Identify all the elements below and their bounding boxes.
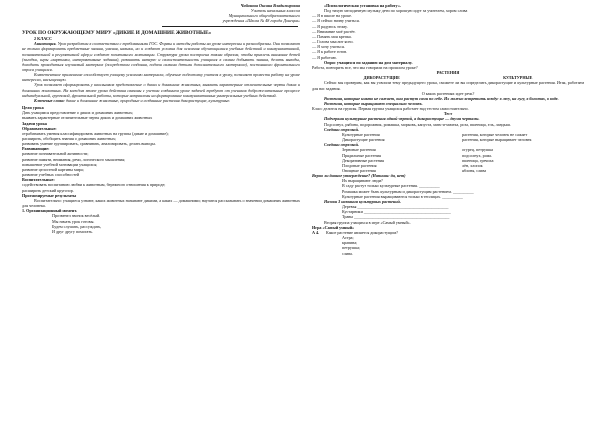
game-title: Игра «Самый умный» (312, 224, 355, 230)
cultivated-label: КУЛЬТУРНЫЕ (503, 75, 533, 81)
edu-heading: Образовательные: (22, 125, 57, 131)
tasks-heading: Задачи урока (22, 120, 47, 126)
definition-cultivated: Растения, которые выращивает специально человек. (324, 100, 423, 106)
results-heading: Прогнозируемые результаты (22, 192, 77, 198)
goal-item: выявить характерные отличительные черты диких и домашних животных (22, 115, 153, 121)
psych-line: — Внимание моё растёт. (312, 28, 356, 34)
test-heading: Тест (443, 111, 453, 117)
test-task-1-list: Подсолнух, рябина, подорожник, ромашка, морковь, капуста, мать-и-мачеха, роза, пшеница, ель, ландыш. (324, 121, 511, 127)
psych-intro: Под тихую мелодичную музыку дети по хорошую идут за учителем, хором слова (324, 8, 468, 14)
annotation-text: Урок разработан в соответствии с требованиями ГОС. Формы и методы работы на уроке интересны и разнообразны. Они позволяют не только формировать предметные знания, умения, навыки, но и создают условия для освоения обучающимися учебных действий и коммуникативной, познавательной и регулятивной сфер,и создают позитивного мотивации. Структура урока построена таким образом, чтобы привлечь внимание детей (загадки, игры «картинки, интерактивные задания), развивать интерес и самостоятельность учащихся к самим добывать знания, делать выводы, доводить проводиться изучаемый материал (посредством создания, подачи самими детьми дополнительного материала), постоянного фронтального опроса учащихся. (22, 41, 300, 72)
psych-line: — Я к работе готов. (312, 49, 348, 55)
author-org-line1: Муниципального общеобразовательного (228, 13, 300, 19)
poem-line: Будем слушать, рассуждать, (52, 223, 102, 229)
test-task-3: Соедини стрелкой. (324, 142, 359, 148)
match-row: Прядильные растения подсолнух, рожь (342, 152, 492, 158)
right-column (312, 0, 584, 256)
goal-paragraph: Урок позволяет сформировать у школьников представление о диких и домашних животных, выявить характерные отличительные черты диких и домашних животных. На каждом этапе урока действия связаны с учетом созданием уроке задачей требуют от учеников доброжелательные процессе индивидуальной, групповой, фронтальной работы, которые направлены на формирование коммуникативных универсальных учебных действий. (22, 82, 300, 98)
answer-option: слива. (342, 250, 353, 256)
plants-heading: РАСТЕНИЯ (436, 70, 460, 76)
psych-line: — Я сейчас начну учиться. (312, 18, 360, 24)
up-item: содействовать воспитанию любви к животным, бережного отношения к природе; (22, 182, 166, 188)
group-two-text: Вторая группа учащихся в игре «Самый умный». (324, 219, 411, 225)
psych-line: — Я работаю. (312, 54, 337, 60)
answer-option: Астра; (342, 235, 354, 241)
psych-line: — Я хочу учиться. (312, 44, 345, 50)
org-moment-heading: 1. Организационный момент. (22, 208, 77, 214)
answer-option: крапива; (342, 240, 358, 246)
statement-line: Их выращивают люди? (342, 178, 383, 184)
edu-item: расширить, обобщить знания о домашних животных; (22, 136, 117, 141)
author-name: Чабанова Оксана Владимировна (240, 3, 300, 8)
dev-item: развитие учебных способностей (22, 172, 80, 178)
match-row: Плодовые растения лён, хлопок (342, 162, 483, 168)
annotation-label: Аннотация. (34, 41, 57, 47)
lesson-title: УРОК ПО ОКРУЖАЮЩЕМУ МИРУ «ДИКИЕ И ДОМАШНИЕ ЖИВОТНЫЕ» (22, 29, 212, 36)
dev-heading: Развивающие: (22, 146, 50, 152)
plants-text: Сейчас мы проверим, как вы усвоили тему предыдущего урока, сможете ли вы определить дикорастущие и культурные растения. Итак, работаем для вас задания. (312, 80, 584, 91)
author-org-line2: учреждения «Школа № 48 города Донецка» (222, 18, 300, 24)
test-task-4: Верно ли данное утверждение? (Напиши: да, нет) (312, 173, 406, 179)
edu-item: отрабатывать умения классифицировать животных на группы (дикие и домашние); (22, 130, 169, 136)
poem-line: Прозвенел звонок весёлый. (52, 213, 101, 219)
keywords-label: Ключевые слова: (34, 97, 65, 103)
poem-line: Мы начать урок готовы. (52, 218, 95, 224)
fill-line: Кустарники __________________________________________ (342, 209, 451, 215)
dev-item: повышение учебной мотивации учащихся; (22, 161, 98, 167)
goal-item: Дать учащимся представление о диких и домашних животных; (22, 110, 134, 116)
plants-question: О каких растениях идет речь? (421, 90, 475, 96)
hw-text: Работа, повторить все, что мы говорили на прошлом уроке? (312, 64, 418, 70)
match-row: Овощные растения яблоня, слива (342, 168, 487, 173)
match-row: Культурные растения растения, которые человек не сажает (342, 131, 528, 137)
fill-line: Травы ______________________________________________ (342, 214, 450, 220)
keywords-text: дикие и домашние животные, природные и созданные растения дикорастущие, культурные. (65, 97, 231, 103)
wild-label: ДИКОРАСТУЩИЕ (363, 75, 400, 81)
dev-item: развитие памяти, внимания, речи, логического мышления; (22, 156, 126, 162)
annotation-text-2: Компетентное применение способствует учащему усвоению материала, обучение подготовку учителя к уроку, позволяет провести работу на уроке интересно, насыщенную. (22, 72, 300, 83)
group-work-text: Класс делится на группы. Первая группа учащихся работает над тестом самостоятельно. (312, 106, 469, 112)
test-task-2: Соедини стрелкой. (324, 126, 359, 132)
match-row: Дикорастущие растения растения, которые выращивает человек (342, 137, 532, 143)
up-heading: Воспитательные: (22, 177, 55, 183)
psych-line: — Память моя крепка. (312, 33, 352, 39)
left-column (22, 0, 300, 234)
question-text: Какое растение является дикорастущим? (326, 229, 398, 235)
hw-check-heading: Опрос учащихся по заданию на дом материалу. (324, 59, 413, 65)
psych-line: — Голова мыслит ясно. (312, 39, 354, 45)
up-item: расширить детский кругозор. (22, 187, 74, 193)
annotation-paragraph (22, 41, 300, 72)
test-task-1: Подчеркни культурные растения одной чертой, а дикорастущие — двумя чертами. (324, 116, 480, 122)
psych-title: «Психологическая установка на работу». (324, 3, 401, 8)
test-task-5: Назови 3 названия культурных растений. (324, 198, 401, 204)
psych-line: — Я в школе на уроке. (312, 13, 352, 19)
statement-line: Ромашка может быть культурным и дикорастущим растением. __________ (342, 188, 474, 194)
definition-wild: Растения, которые никто не сажает, они растут сами по себе. Их можно встретить всюду: в лесу, на лугу, в болотах, в воде. (324, 95, 559, 101)
question-number: А 4. (312, 229, 320, 235)
grade-label: 2 КЛАСС (34, 36, 52, 42)
statement-line: В саду растут только культурные растения. __________ (342, 183, 440, 189)
statement-line: Культурные растения выращиваются только в теплицах. __________ (342, 193, 463, 199)
answer-option: петрушка; (342, 245, 361, 251)
match-row: Декоративные растения пшеница, гречиха (342, 157, 494, 163)
edu-item: развивать умение группировать, сравнивать, анализировать, делать выводы. (22, 141, 156, 147)
goals-heading: Цели урока (22, 105, 44, 111)
match-row: Зерновые растения огурец, петрушка (342, 147, 494, 153)
author-position: Учитель начальных классов (250, 8, 300, 14)
header-divider (162, 26, 298, 27)
psych-line: — Я радуюсь этому. (312, 23, 348, 29)
dev-item: развитие целостной картины мира; (22, 166, 84, 172)
poem-line: И друг другу помогать. (52, 228, 94, 234)
results-text: Воспитательно: учащиеся узнают, каких животных называют дикими, а каких — домашними; научатся рассказывать о значении домашних животных для человека. (22, 197, 300, 209)
fill-line: Деревья ____________________________________________ (342, 204, 449, 210)
dev-item: развитие познавательной активности; (22, 151, 89, 157)
